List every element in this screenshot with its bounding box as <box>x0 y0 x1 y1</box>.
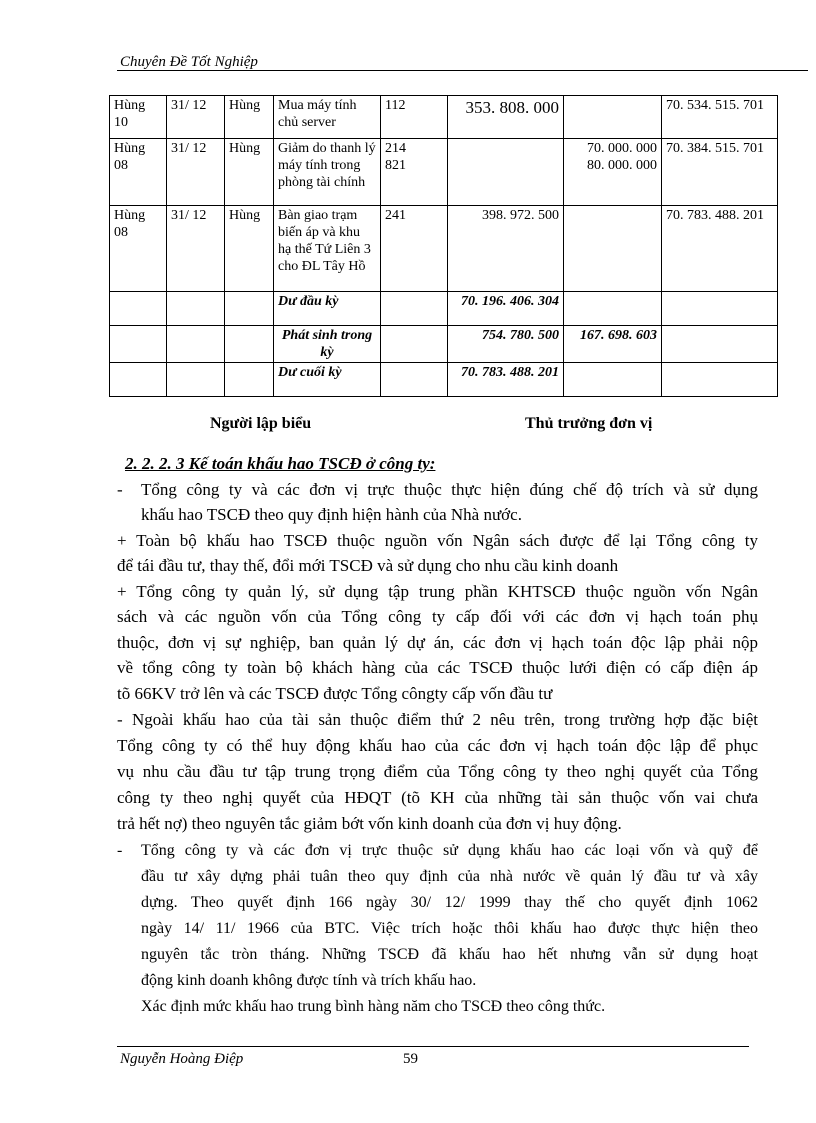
body-line: + Tổng công ty quản lý, sử dụng tập trung phần KHTSCĐ thuộc nguồn vốn Ngân <box>117 582 758 601</box>
cell-date: 31/ 12 <box>167 96 225 139</box>
body-line: động kinh doanh không được tính và trích khấu hao. <box>141 972 477 989</box>
summary-credit <box>564 292 662 326</box>
section-heading: 2. 2. 2. 3 Kế toán khấu hao TSCĐ ở công ty: <box>125 454 436 473</box>
cell-person: Hùng <box>225 96 274 139</box>
table-row <box>110 96 778 139</box>
cell-credit <box>564 96 662 139</box>
summary-row-period <box>110 326 778 363</box>
body-line: Tổng công ty và các đơn vị trực thuộc sử dụng khấu hao các loại vốn và quỹ để <box>141 842 758 859</box>
summary-label: Phát sinh trong kỳ <box>274 326 381 363</box>
summary-row-closing <box>110 363 778 397</box>
running-header: Chuyên Đề Tốt Nghiệp <box>120 54 258 70</box>
cell-date: 31/ 12 <box>167 139 225 206</box>
body-line: dựng. Theo quyết định 166 ngày 30/ 12/ 1999 thay thế cho quyết định 1062 <box>141 894 758 911</box>
body-line: Tổng công ty và các đơn vị trực thuộc thực hiện đúng chế độ trích và sử dụng <box>141 480 758 499</box>
header-divider <box>117 70 808 71</box>
signature-preparer: Người lập biểu <box>210 415 312 432</box>
body-line: Tổng công ty có thể huy động khấu hao của các đơn vị hạch toán độc lập để phục <box>117 736 758 755</box>
body-line: để tái đầu tư, thay thế, đổi mới TSCĐ và sử dụng cho nhu cầu kinh doanh <box>117 556 619 575</box>
body-line: Xác định mức khấu hao trung bình hàng năm cho TSCĐ theo công thức. <box>141 998 606 1015</box>
cell-balance: 70. 384. 515. 701 <box>662 139 778 206</box>
body-line: nguyên tắc tròn tháng. Những TSCĐ đã khấu hao hết nhưng vẫn sử dụng hoạt <box>141 946 758 963</box>
summary-label: Dư đầu kỳ <box>274 292 381 326</box>
cell-debit: 353. 808. 000 <box>448 96 564 139</box>
summary-debit: 70. 196. 406. 304 <box>448 292 564 326</box>
bullet-dash: - <box>117 480 123 499</box>
body-line: thuộc, đơn vị sự nghiệp, ban quản lý dự án, các đơn vị hạch toán độc lập phải nộp <box>117 633 758 652</box>
footer-author: Nguyễn Hoàng Điệp <box>120 1051 244 1067</box>
cell-credit: 70. 000. 000 80. 000. 000 <box>564 139 662 206</box>
summary-credit <box>564 363 662 397</box>
summary-label: Dư cuối kỳ <box>274 363 381 397</box>
body-line: tõ 66KV trở lên và các TSCĐ được Tổng côngty cấp vốn đầu tư <box>117 684 553 703</box>
page-number: 59 <box>403 1051 418 1067</box>
cell-description: Giảm do thanh lý máy tính trong phòng tài chính <box>274 139 381 206</box>
cell-balance: 70. 783. 488. 201 <box>662 206 778 292</box>
cell-description: Bàn giao trạm biến áp và khu hạ thế Tứ Liên 3 cho ĐL Tây Hồ <box>274 206 381 292</box>
body-line: sách và các nguồn vốn của Tổng công ty cấp đối với các đơn vị hạch toán phụ <box>117 607 758 626</box>
cell-balance: 70. 534. 515. 701 <box>662 96 778 139</box>
ledger-table <box>109 95 778 397</box>
summary-credit: 167. 698. 603 <box>564 326 662 363</box>
cell-person: Hùng <box>225 206 274 292</box>
cell-doc: Hùng 08 <box>110 206 167 292</box>
cell-debit: 398. 972. 500 <box>448 206 564 292</box>
cell-description: Mua máy tính chủ server <box>274 96 381 139</box>
body-line: trả hết nợ) theo nguyên tắc giảm bớt vốn kinh doanh của đơn vị huy động. <box>117 814 622 833</box>
table-row <box>110 206 778 292</box>
cell-doc: Hùng 10 <box>110 96 167 139</box>
summary-row-opening <box>110 292 778 326</box>
cell-person: Hùng <box>225 139 274 206</box>
bullet-dash: - <box>117 842 123 859</box>
footer-divider <box>117 1046 749 1047</box>
summary-debit: 754. 780. 500 <box>448 326 564 363</box>
body-line: - Ngoài khấu hao của tài sản thuộc điểm thứ 2 nêu trên, trong trường hợp đặc biệt <box>117 710 758 729</box>
table-row <box>110 139 778 206</box>
body-line: công ty theo nghị quyết của HĐQT (tõ KH của những tài sản thuộc vốn vai chưa <box>117 788 758 807</box>
body-line: + Toàn bộ khấu hao TSCĐ thuộc nguồn vốn Ngân sách được để lại Tổng công ty <box>117 531 758 550</box>
cell-account: 214 821 <box>381 139 448 206</box>
summary-debit: 70. 783. 488. 201 <box>448 363 564 397</box>
cell-doc: Hùng 08 <box>110 139 167 206</box>
body-line: vụ nhu cầu đầu tư tập trung trọng điểm của Tổng công ty theo nghị quyết của Tổng <box>117 762 758 781</box>
cell-account: 112 <box>381 96 448 139</box>
cell-debit <box>448 139 564 206</box>
cell-date: 31/ 12 <box>167 206 225 292</box>
signature-head: Thủ trưởng đơn vị <box>525 415 653 432</box>
body-line: khấu hao TSCĐ theo quy định hiện hành của Nhà nước. <box>141 505 522 524</box>
body-line: đầu tư xây dựng phải tuân theo quy định của nhà nước về quản lý đầu tư và xây <box>141 868 758 885</box>
body-line: ngày 14/ 11/ 1966 của BTC. Việc trích hoặc thôi khấu hao được thực hiện theo <box>141 920 758 937</box>
cell-credit <box>564 206 662 292</box>
body-line: về tổng công ty toàn bộ khách hàng của các TSCĐ thuộc lưới điện có cấp điện áp <box>117 658 758 677</box>
cell-account: 241 <box>381 206 448 292</box>
